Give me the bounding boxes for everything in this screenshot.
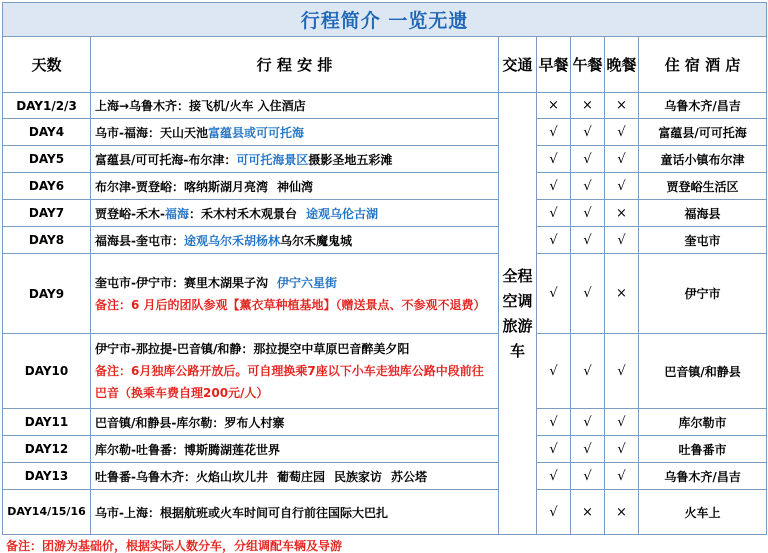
route-text: 布尔津-贾登峪：喀纳斯湖 (95, 179, 232, 194)
table-row (3, 173, 767, 200)
header-lunch: 午餐 (571, 37, 605, 93)
lunch-mark: √ (571, 436, 605, 463)
breakfast-mark: √ (537, 119, 571, 146)
route-stop: 民族家访 (334, 469, 383, 484)
route-cell (91, 200, 499, 227)
lunch-mark: × (571, 490, 605, 535)
lunch-mark: √ (571, 463, 605, 490)
route-stop: 禾木观景台 (237, 206, 298, 221)
dinner-mark: × (605, 200, 639, 227)
table-row (3, 227, 767, 254)
hotel-cell: 福海县 (639, 200, 767, 227)
route-text: 伊宁市-那拉提-巴音镇/和静：那拉提空中草原 (95, 342, 338, 356)
route-highlight: 伊宁六星街 (277, 275, 338, 290)
header-day: 天数 (3, 37, 91, 93)
dinner-mark: × (605, 254, 639, 334)
route-text: 富蕴县/可可托海-布尔津： (95, 152, 237, 167)
breakfast-mark: √ (537, 436, 571, 463)
lunch-mark: √ (571, 173, 605, 200)
table-row (3, 200, 767, 227)
route-highlight: 途观乌伦古湖 (306, 206, 379, 221)
route-text: 乌市-上海：根据航班或火车时间可自行前往国际大巴扎 (95, 505, 388, 520)
dinner-mark: √ (605, 173, 639, 200)
dinner-mark: × (605, 490, 639, 535)
route-text: 奎屯市-伊宁市：赛里木湖 (95, 275, 232, 290)
dinner-mark: √ (605, 334, 639, 409)
route-text: 贾登峪-禾木- (95, 206, 165, 221)
hotel-cell: 富蕴县/可可托海 (639, 119, 767, 146)
table-row (3, 119, 767, 146)
day-cell: DAY8 (3, 227, 91, 254)
route-note: 备注：6月独库公路开放后。可自理换乘7座以下小车走独库公路中段前往巴音（换乘车费自理200元/人） (95, 364, 484, 400)
route-cell (91, 334, 499, 409)
route-cell (91, 490, 499, 535)
day-cell: DAY13 (3, 463, 91, 490)
header-transport: 交通 (499, 37, 537, 93)
table-row (3, 146, 767, 173)
table-row (3, 463, 767, 490)
day-cell: DAY9 (3, 254, 91, 334)
route-text: 库尔勒-吐鲁番：博斯腾湖莲花世界 (95, 442, 280, 457)
hotel-cell: 乌鲁木齐/昌吉 (639, 93, 767, 119)
table-row (3, 490, 767, 535)
route-text: 福海县-奎屯市： (95, 233, 184, 248)
hotel-cell: 火车上 (639, 490, 767, 535)
hotel-cell: 巴音镇/和静县 (639, 334, 767, 409)
header-dinner: 晚餐 (605, 37, 639, 93)
hotel-cell: 伊宁市 (639, 254, 767, 334)
route-text: 吐鲁番-乌鲁木齐：火焰山 (95, 469, 232, 484)
route-cell (91, 409, 499, 436)
table-row (3, 436, 767, 463)
lunch-mark: √ (571, 227, 605, 254)
hotel-cell: 吐鲁番市 (639, 436, 767, 463)
route-cell (91, 146, 499, 173)
route-cell (91, 173, 499, 200)
route-stop: 神仙湾 (277, 179, 314, 194)
day-cell: DAY12 (3, 436, 91, 463)
route-highlight: 可可托海景区 (236, 152, 309, 167)
route-cell (91, 436, 499, 463)
lunch-mark: × (571, 93, 605, 119)
breakfast-mark: √ (537, 227, 571, 254)
route-stop: 苏公塔 (391, 469, 428, 484)
route-text: ：禾木村 (188, 206, 237, 221)
route-text: 乌市-福海：天山天池 (95, 125, 208, 140)
route-cell (91, 93, 499, 119)
dinner-mark: × (605, 93, 639, 119)
dinner-mark: √ (605, 463, 639, 490)
route-stop: 摄影圣地五彩滩 (308, 152, 393, 167)
lunch-mark: √ (571, 200, 605, 227)
day-cell: DAY1/2/3 (3, 93, 91, 119)
route-stop: 乌尔禾魔鬼城 (280, 233, 353, 248)
day-cell: DAY11 (3, 409, 91, 436)
route-text: 上海→乌鲁木齐：接飞机/火车 入住酒店 (95, 99, 306, 113)
lunch-mark: √ (571, 146, 605, 173)
day-cell: DAY6 (3, 173, 91, 200)
table-row (3, 334, 767, 409)
header-itinerary: 行 程 安 排 (91, 37, 499, 93)
transport-cell: 全程空调旅游车 (499, 93, 537, 535)
dinner-mark: √ (605, 409, 639, 436)
route-stop: 月亮湾 (231, 179, 268, 194)
breakfast-mark: √ (537, 490, 571, 535)
breakfast-mark: √ (537, 463, 571, 490)
page-title: 行程简介 一览无遗 (3, 3, 767, 37)
day-cell: DAY14/15/16 (3, 490, 91, 535)
hotel-cell: 童话小镇布尔津 (639, 146, 767, 173)
hotel-cell: 乌鲁木齐/昌吉 (639, 463, 767, 490)
table-row (3, 254, 767, 334)
day-cell: DAY4 (3, 119, 91, 146)
route-stop: 果子沟 (231, 275, 268, 290)
route-stop: 葡萄庄园 (277, 469, 326, 484)
route-cell (91, 119, 499, 146)
route-cell (91, 254, 499, 334)
day-cell: DAY10 (3, 334, 91, 409)
route-cell (91, 227, 499, 254)
route-highlight: 途观乌尔禾胡杨林 (183, 233, 280, 248)
footnote: 备注：团游为基础价，根据实际人数分车，分组调配车辆及导游 (6, 539, 343, 553)
day-cell: DAY7 (3, 200, 91, 227)
dinner-mark: √ (605, 146, 639, 173)
table-row (3, 409, 767, 436)
route-note: 备注：6 月后的团队参观【薰衣草种植基地】（赠送景点、不参观不退费） (95, 297, 486, 312)
lunch-mark: √ (571, 409, 605, 436)
table-row (3, 93, 767, 119)
route-highlight: 富蕴县或可可托海 (207, 125, 304, 140)
route-stop: 坎儿井 (231, 469, 268, 484)
lunch-mark: √ (571, 119, 605, 146)
breakfast-mark: √ (537, 146, 571, 173)
dinner-mark: √ (605, 119, 639, 146)
header-breakfast: 早餐 (537, 37, 571, 93)
route-cell (91, 463, 499, 490)
route-highlight: 福海 (164, 206, 189, 221)
dinner-mark: √ (605, 436, 639, 463)
route-stop: 巴音醉美夕阳 (337, 342, 410, 356)
lunch-mark: √ (571, 334, 605, 409)
lunch-mark: √ (571, 254, 605, 334)
hotel-cell: 贾登峪生活区 (639, 173, 767, 200)
hotel-cell: 库尔勒市 (639, 409, 767, 436)
breakfast-mark: √ (537, 254, 571, 334)
breakfast-mark: × (537, 93, 571, 119)
breakfast-mark: √ (537, 334, 571, 409)
dinner-mark: √ (605, 227, 639, 254)
breakfast-mark: √ (537, 409, 571, 436)
breakfast-mark: √ (537, 173, 571, 200)
breakfast-mark: √ (537, 200, 571, 227)
route-text: 巴音镇/和静县-库尔勒：罗布人村寨 (95, 415, 285, 430)
itinerary-table (2, 2, 767, 535)
header-hotel: 住 宿 酒 店 (639, 37, 767, 93)
hotel-cell: 奎屯市 (639, 227, 767, 254)
day-cell: DAY5 (3, 146, 91, 173)
